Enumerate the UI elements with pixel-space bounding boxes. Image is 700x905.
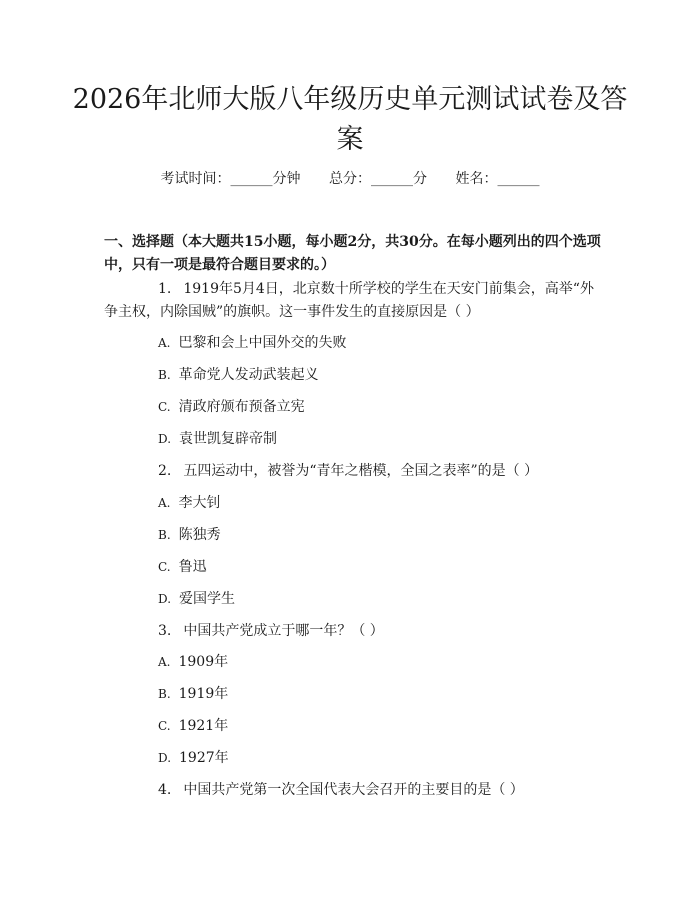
option-letter: D.	[158, 432, 172, 446]
option-letter: C.	[158, 719, 171, 733]
question-3-number: 3.	[158, 623, 172, 639]
question-1-option-c	[158, 397, 305, 417]
option-text: 李大钊	[178, 495, 221, 511]
question-3-stem: 中国共产党成立于哪一年？（ ）	[183, 623, 384, 639]
option-letter: C.	[158, 400, 171, 414]
option-letter: B.	[158, 368, 171, 382]
option-letter: B.	[158, 528, 171, 542]
option-text: 陈独秀	[178, 527, 221, 543]
question-1-number: 1.	[158, 281, 172, 297]
option-text: 1919年	[178, 686, 229, 702]
option-text: 鲁迅	[178, 559, 207, 575]
question-2-option-c	[158, 557, 207, 577]
option-text: 巴黎和会上中国外交的失败	[178, 335, 347, 351]
option-letter: B.	[158, 687, 171, 701]
question-2-option-d	[158, 589, 235, 609]
question-3-option-b	[158, 684, 228, 704]
question-2-text	[104, 460, 604, 483]
option-letter: A.	[158, 336, 171, 350]
option-text: 清政府颁布预备立宪	[178, 399, 305, 415]
option-text: 袁世凯复辟帝制	[179, 431, 278, 447]
option-text: 1921年	[178, 718, 229, 734]
option-letter: D.	[158, 592, 172, 606]
question-3-option-c	[158, 716, 228, 736]
question-4-stem: 中国共产党第一次全国代表大会召开的主要目的是（ ）	[183, 782, 524, 798]
question-2-option-a	[158, 493, 220, 513]
section-heading: 一、选择题（本大题共15小题，每小题2分，共30分。在每小题列出的四个选项中，只有一项是最符合题目要求的。）	[104, 234, 601, 273]
question-4-text	[104, 779, 604, 802]
option-text: 革命党人发动武装起义	[178, 367, 319, 383]
question-3-option-a	[158, 652, 228, 672]
question-2-number: 2.	[158, 463, 172, 479]
question-1-option-a	[158, 333, 346, 353]
question-1-stem: 1919年5月4日，北京数十所学校的学生在天安门前集会，高举“外争主权，内除国贼”的旗帜。这一事件发生的直接原因是（ ）	[104, 281, 594, 320]
exam-title: 2026年北师大版八年级历史单元测试试卷及答案	[72, 84, 628, 155]
exam-info-line	[0, 168, 700, 188]
option-text: 1909年	[178, 654, 229, 670]
question-2-option-b	[158, 525, 221, 545]
option-letter: A.	[158, 496, 171, 510]
student-name-field: 姓名：______	[455, 171, 540, 187]
question-1-option-d	[158, 429, 277, 449]
option-letter: A.	[158, 655, 171, 669]
question-3-text	[104, 620, 604, 643]
question-4-number: 4.	[158, 782, 172, 798]
question-1-text	[104, 278, 604, 324]
exam-time-field: 考试时间：______分钟	[160, 171, 301, 187]
option-letter: D.	[158, 751, 172, 765]
option-text: 1927年	[179, 750, 229, 766]
question-1-option-b	[158, 365, 319, 385]
total-score-field: 总分：______分	[329, 171, 427, 187]
option-text: 爱国学生	[179, 591, 236, 607]
option-letter: C.	[158, 560, 171, 574]
question-3-option-d	[158, 748, 229, 768]
question-2-stem: 五四运动中，被誉为“青年之楷模，全国之表率”的是（ ）	[183, 463, 539, 479]
